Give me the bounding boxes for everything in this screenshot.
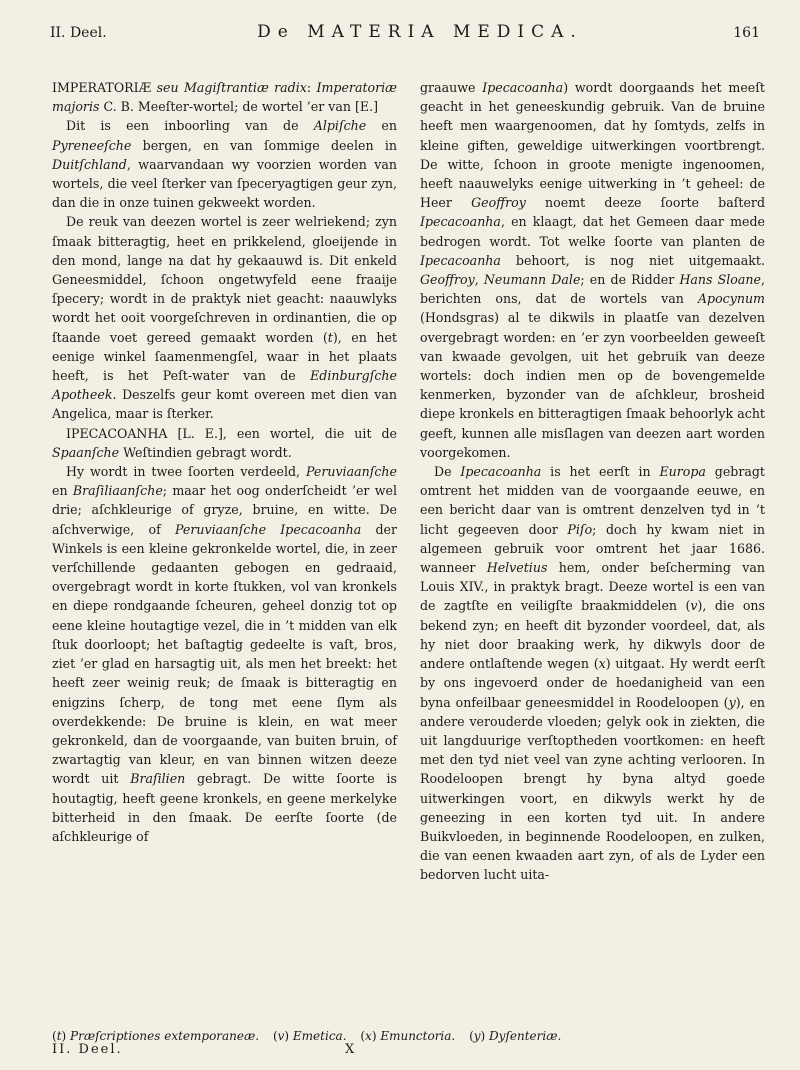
paragraph: Dit is een inboorling van de Alpiſche en Pyreneeſche bergen, en van ſommige deelen in Duitſchland, waarvandaan wy voorzien worden van wortels, die veel ſterker van ſpeceryagtigen geur zyn, dan die in onze tuinen gekweekt worden.: [52, 118, 397, 211]
part-label: II. Deel.: [50, 25, 107, 41]
running-header: [50, 22, 760, 48]
signature-part: II. Deel.: [52, 1042, 123, 1057]
right-column: [420, 78, 765, 885]
footnote-x: (x) Emunctoria.: [360, 1029, 456, 1043]
paragraph: graauwe Ipecacoanha) wordt doorgaands het meeſt geacht in het geneeskundig gebruik. Van de bruine heeft men waargenoomen, dat hy ſomtyds, zelfs in kleine giften, geweldige uitwerkingen voortbrengt. De witte, ſchoon in groote menigte ingenoomen, heeft naauwelyks eenige uitwerking in ’t geheel: de Heer Geoffroy noemt deeze ſoorte baſterd Ipecacoanha, en klaagt, dat het Gemeen daar mede bedrogen wordt. Tot welke ſoorte van planten de Ipecacoanha behoort, is nog niet uitgemaakt. Geoffroy, Neumann Dale; en de Ridder Hans Sloane, berichten ons, dat de wortels van Apocynum (Hondsgras) al te dikwils in plaatſe van dezelven overgebragt worden: en ’er zyn voorbeelden geweeſt van kwaade gevolgen, uit het gebruik van deeze wortels: doch indien men op de bovengemelde kenmerken, byzonder van de aſchkleur, brosheid diepe kronkels en bitteragtigen ſmaak behoorlyk acht geeft, kunnen alle misſlagen van deezen aart worden voorgekomen.: [420, 80, 766, 460]
signature-line: [52, 1043, 752, 1059]
left-column: [52, 78, 397, 846]
signature-mark: X: [345, 1042, 355, 1057]
running-title: De MATERIA MEDICA.: [257, 22, 583, 42]
paragraph: De reuk van deezen wortel is zeer welriekend; zyn ſmaak bitteragtig, heet en prikkelend, gloeijende in den mond, lange na dat hy gekaauwd is. Dit enkeld Geneesmiddel, ſchoon ongetwyfeld eene fraaije ſpecery; wordt in de praktyk niet geacht: naauwlyks wordt het ooit voorgeſchreven in ordinantien, die op ſtaande voet gereed gemaakt worden (t), en het eenige winkel ſaamenmengſel, waar in het plaats heeft, is het Peſt-water van de Edinburgſche Apotheek. Deszelfs geur komt overeen met dien van Angelica, maar is ſterker.: [52, 214, 397, 422]
page-number: 161: [733, 25, 760, 41]
footnote-y: (y) Dyſenteriæ.: [469, 1029, 562, 1043]
paragraph: Hy wordt in twee ſoorten verdeeld, Peruviaanſche en Braſiliaanſche; maar het oog onderſcheidt ’er wel drie; aſchkleurige of gryze, bruine, en witte. De aſchverwige, of Peruviaanſche Ipecacoanha der Winkels is een kleine gekronkelde wortel, die, in zeer verſchillende gedaanten gebogen en gedraaid, overgebragt wordt in korte ſtukken, vol van kronkels en diepe rondgaande ſcheuren, geheel donzig tot op eene kleine houtagtige vezel, die in ’t midden van elk ſtuk doorloopt; het baſtagtig gedeelte is vaſt, bros, ziet ’er glad en harsagtig uit, als men het breekt: het heeft zeer weinig reuk; de ſmaak is bitteragtig en enigzins ſcherp, de tong met eene ſlym als overdekkende: De bruine is klein, en wat meer gekronkeld, dan de voorgaande, van buiten bruin, of zwartagtig van kleur, en van binnen witzen deeze wordt uit Braſilien gebragt. De witte ſoorte is houtagtig, heeft geene kronkels, en geene merkelyke bitterheid in den ſmaak. De eerſte ſoorte (de aſchkleurige of: [52, 464, 398, 844]
footnote-v: (v) Emetica.: [272, 1029, 347, 1043]
footnote-t: (t) Præſcriptiones extemporaneæ.: [52, 1029, 260, 1043]
entry-imperatoria-heading: IMPERATORIÆ seu Magiſtrantiæ radix: Imperatoriæ majoris C. B. Meeſter-wortel; de wortel ’er van [E.]: [52, 80, 397, 115]
entry-ipecacoanha-heading: IPECACOANHA [L. E.], een wortel, die uit de Spaanſche Weſtindien gebragt wordt.: [52, 425, 397, 460]
paragraph: De Ipecacoanha is het eerſt in Europa gebragt omtrent het midden van de voorgaande eeuwe, en een bericht daar van is omtrent denzelven tyd in ’t licht gegeeven door Piſo; doch hy kwam niet in algemeen gebruik voor omtrent het jaar 1686. wanneer Helvetius hem, onder beſcherming van Louis XIV., in praktyk bragt. Deeze wortel is een van de zagtſte en veiligſte braakmiddelen (v), die ons bekend zyn; en heeft dit byzonder voordeel, dat, als hy niet door braaking werk, hy dikwyls door de andere ontlaſtende wegen (x) uitgaat. Hy werdt eerſt by ons ingevoerd onder de hoedanigheid van een byna onfeilbaar geneesmiddel in Roodeloopen (y), en andere verouderde vloeden; gelyk ook in ziekten, die uit langduurige verſtoptheden voortkomen: en heeft met den tyd niet veel van zyne achting verlooren. In Roodeloopen brengt hy byna altyd goede uitwerkingen voort, en dikwyls werkt hy de geneezing in een korten tyd uit. In andere Buikvloeden, in beginnende Roodeloopen, en zulken, die van eenen kwaaden aart zyn, of als de Lyder een bedorven lucht uita-: [420, 464, 766, 883]
footnotes: [52, 1029, 752, 1059]
footnote-line: [52, 1029, 752, 1043]
